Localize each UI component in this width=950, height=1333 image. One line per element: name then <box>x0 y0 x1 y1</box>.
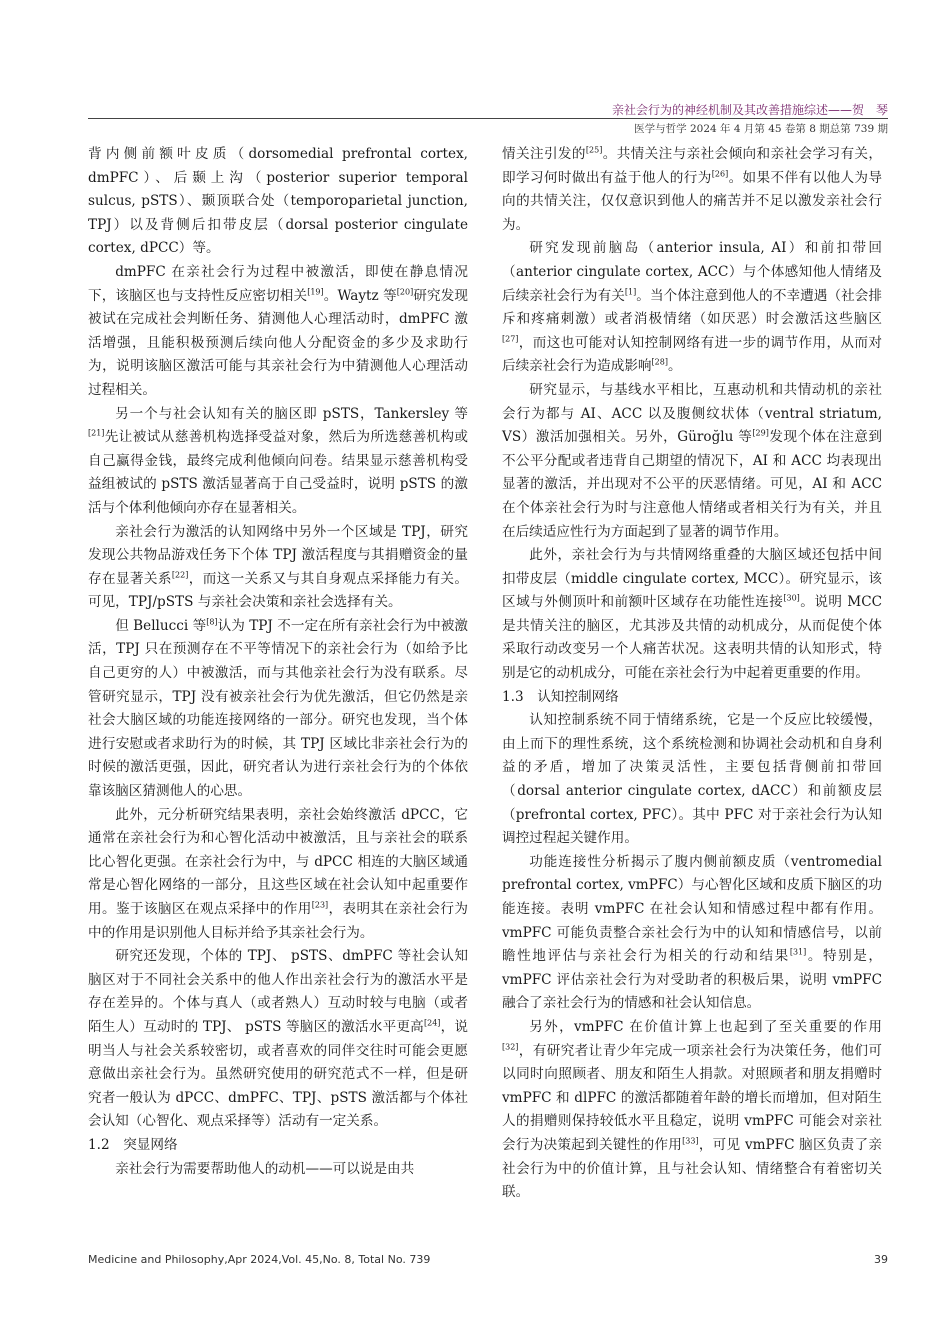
text-run: 。当个体注意到他人的不幸遭遇（社会排斥和疼痛刺激）或者消极情绪（如厌恶）时会激活这些脑区 <box>502 287 883 328</box>
header-rule <box>88 118 888 119</box>
text-run: 研究显示，与基线水平相比，互惠动机和共情动机的亲社会行为都与 AI、ACC 以及腹侧纹状体（ventral striatum, VS）激活加强相关。另外，Güroğlu 等 <box>502 381 882 446</box>
text-run: 。说明 MCC 是共情关注的脑区，尤其涉及共情的动机成分，从而促使个体采取行动改变另一个人痛苦状况。这表明共情的认知形式，特别是它的动机成分，可能在亲社会行为中起着更重要的作用。 <box>502 594 882 682</box>
text-run: 研究发现被试在完成社会判断任务、猜测他人心理活动时，dmPFC 激活增强，且能积极预测后续向他人分配资金的多少及求助行为，说明该脑区激活可能与其亲社会行为中猜测他人心理活动过程相关。 <box>88 287 469 398</box>
text-run: ，而这一关系又与其自身观点采择能力有关。可见，TPJ/pSTS 与亲社会决策和亲社会选择有关。 <box>88 570 469 611</box>
paragraph <box>502 851 882 1016</box>
running-header-journal: 医学与哲学 2024 年 4 月第 45 卷第 8 期总第 739 期 <box>634 123 888 135</box>
text-run: ，表明其在亲社会行为中的作用是识别他人目标并给予其亲社会行为。 <box>88 901 469 941</box>
text-run: 认为 TPJ 不一定在所有亲社会行为中被激活，TPJ 只在预测存在不平等情况下的亲社会行为（如给予比自己更穷的人）中被激活，而与其他亲社会行为没有联系。尽管研究显示，TPJ 没有被亲社会行为优先激活，但它仍然是亲社会大脑区域的功能连接网络的一部分。研究也发现，当个体进行安慰或者求助行为的时候，其 TPJ 区域比非亲社会行为的时候的激活更强，因此，研究者认为进行亲社会行为的个体依靠该脑区猜测他人的心思。 <box>88 617 468 800</box>
citation-ref: [20] <box>396 287 414 297</box>
text-run: 亲社会行为激活的认知网络中另外一个区域是 TPJ，研究发现公共物品游戏任务下个体 TPJ 激活程度与其捐赠资金的量存在显著关系 <box>88 523 468 587</box>
citation-ref: [27] <box>502 334 519 344</box>
section-heading-1-3: 1.3 认知控制网络 <box>502 688 619 705</box>
page-number: 39 <box>874 1253 888 1266</box>
right-column <box>502 143 882 1205</box>
paragraph <box>88 804 468 946</box>
text-run: 。如果不伴有以他人为导向的共情关注，仅仅意识到他人的痛苦并不足以激发亲社会行为。 <box>502 169 883 233</box>
footer-citation: Medicine and Philosophy,Apr 2024,Vol. 45,No. 8, Total No. 739 <box>88 1253 431 1266</box>
text-run: 先让被试从慈善机构选择受益对象，然后为所选慈善机构或自己赢得金钱，最终完成利他倾向问卷。结果显示慈善机构受益组被试的 pSTS 激活显著高于自己受益时，说明 pSTS 的激活与个体利他倾向亦存在显著相关。 <box>88 429 468 516</box>
paragraph: 认知控制系统不同于情绪系统，它是一个反应比较缓慢，由上而下的理性系统，这个系统检测和协调社会动机和自身利益的矛盾，增加了决策灵活性，主要包括背侧前扣带回（dorsal anterior cingulate cortex, dACC）和前额皮层（prefrontal cortex, PFC）。其中 PFC 对于亲社会行为认知调控过程起关键作用。 <box>502 712 882 847</box>
citation-ref: [19] <box>307 287 324 297</box>
paragraph <box>88 403 468 521</box>
paragraph <box>88 261 468 403</box>
paragraph <box>88 945 468 1134</box>
text-run: 。特别是，vmPFC 评估亲社会行为对受助者的积极后果，说明 vmPFC 融合了亲社会行为的情感和社会认知信息。 <box>502 948 883 1012</box>
text-run: dmPFC 在亲社会行为过程中被激活，即使在静息情况下，该脑区也与支持性反应密切相关 <box>88 263 468 304</box>
citation-ref: [22] <box>171 570 189 580</box>
paragraph: 背内侧前额叶皮质（dorsomedial prefrontal cortex, dmPFC）、后颞上沟（posterior superior temporal sulcus, pSTS）、颞顶联合处（temporoparietal junction, TPJ）以及背侧后扣带皮层（dorsal posterior cingulate cortex, dPCC）等。 <box>88 146 468 257</box>
text-run: 。共情关注与亲社会倾向和亲社会学习有关，即学习何时做出有益于他人的行为 <box>502 146 883 186</box>
citation-ref: [33] <box>682 1136 699 1146</box>
citation-ref: [28] <box>651 357 668 367</box>
running-header-title: 亲社会行为的神经机制及其改善措施综述——贺 琴 <box>611 103 888 117</box>
text-run: 。 <box>667 358 682 375</box>
citation-ref: [23] <box>311 900 329 910</box>
citation-ref: [30] <box>783 593 800 603</box>
paragraph <box>502 379 882 544</box>
citation-ref: [8] <box>206 617 218 627</box>
paragraph <box>88 615 468 804</box>
text-run: 另外，vmPFC 在价值计算上也起到了至关重要的作用 <box>529 1018 882 1035</box>
section-heading-1-2: 1.2 突显网络 <box>88 1136 178 1153</box>
paragraph <box>502 544 882 686</box>
text-run: 研究发现前脑岛（anterior insula, AI）和前扣带回（anterior cingulate cortex, ACC）与个体感知他人情绪及后续亲社会行为有关 <box>502 240 882 304</box>
paragraph <box>502 143 882 237</box>
text-run: 此外，元分析研究结果表明，亲社会始终激活 dPCC，它通常在亲社会行为和心智化活动中被激活，且与亲社会的联系比心智化更强。在亲社会行为中，与 dPCC 相连的大脑区域通常是心智化网络的一部分，且这些区域在社会认知中起重要作用。鉴于该脑区在观点采择中的作用 <box>88 806 468 917</box>
text-run: ，可见 vmPFC 脑区负责了亲社会行为中的价值计算，且与社会认知、情绪整合有着密切关联。 <box>502 1136 882 1201</box>
citation-ref: [1] <box>624 287 637 297</box>
citation-ref: [21] <box>88 428 105 438</box>
citation-ref: [31] <box>789 947 807 957</box>
paragraph <box>502 1016 882 1205</box>
text-run: 。Waytz 等 <box>323 287 397 304</box>
text-run: ，而这也可能对认知控制网络有进一步的调节作用，从而对后续亲社会行为造成影响 <box>502 334 882 375</box>
left-column <box>88 143 468 1181</box>
citation-ref: [32] <box>502 1042 519 1052</box>
text-run: 另一个与社会认知有关的脑区即 pSTS，Tankersley 等 <box>115 405 468 422</box>
text-run: ，有研究者让青少年完成一项亲社会行为决策任务，他们可以同时向照顾者、朋友和陌生人捐款。对照顾者和朋友捐赠时 vmPFC 和 dlPFC 的激活都随着年龄的增长而增加，但对陌生人的捐赠则保持较低水平且稳定，说明 vmPFC 可能会对亲社会行为决策起到关键性的作用 <box>502 1042 882 1153</box>
text-run: 此外，亲社会行为与共情网络重叠的大脑区域还包括中间扣带皮层（middle cingulate cortex, MCC）。研究显示，该区域与外侧顶叶和前额叶区域存在功能性连接 <box>502 547 882 611</box>
citation-ref: [29] <box>752 428 769 438</box>
text-run: ，说明当人与社会关系较密切，或者喜欢的同伴交往时可能会更愿意做出亲社会行为。虽然研究使用的研究范式不一样，但是研究者一般认为 dPCC、dmPFC、TPJ、pSTS 激活都与个体社会认知（心智化、观点采择等）活动有一定关系。 <box>88 1018 468 1130</box>
paragraph <box>88 521 468 615</box>
citation-ref: [24] <box>423 1018 441 1028</box>
paragraph <box>502 237 882 379</box>
text-run: 情关注引发的 <box>502 146 586 162</box>
text-run: 研究还发现，个体的 TPJ、 pSTS、dmPFC 等社会认知脑区对于不同社会关系中的他人作出亲社会行为的激活水平是存在差异的。个体与真人（或者熟人）互动时较与电脑（或者陌生人）互动时的 TPJ、 pSTS 等脑区的激活水平更高 <box>88 948 468 1035</box>
text-run: 发现个体在注意到不公平分配或者违背自己期望的情况下，AI 和 ACC 均表现出显著的激活，并出现对不公平的厌恶情绪。可见，AI 和 ACC 在个体亲社会行为时与注意他人情绪或者相关行为有关，并且在后续适应性行为方面起到了显著的调节作用。 <box>502 429 882 540</box>
text-run: 功能连接性分析揭示了腹内侧前额皮质（ventromedial prefrontal cortex, vmPFC）与心智化区域和皮质下脑区的功能连接。表明 vmPFC 在社会认知和情感过程中都有作用。vmPFC 可能负责整合亲社会行为中的认知和情感信号，以前瞻性地评估与亲社会行为相关的行动和结果 <box>502 853 882 965</box>
citation-ref: [26] <box>711 169 729 179</box>
citation-ref: [25] <box>585 145 603 155</box>
paragraph: 亲社会行为需要帮助他人的动机——可以说是由共 <box>115 1160 415 1177</box>
text-run: 但 Bellucci 等 <box>115 617 207 634</box>
